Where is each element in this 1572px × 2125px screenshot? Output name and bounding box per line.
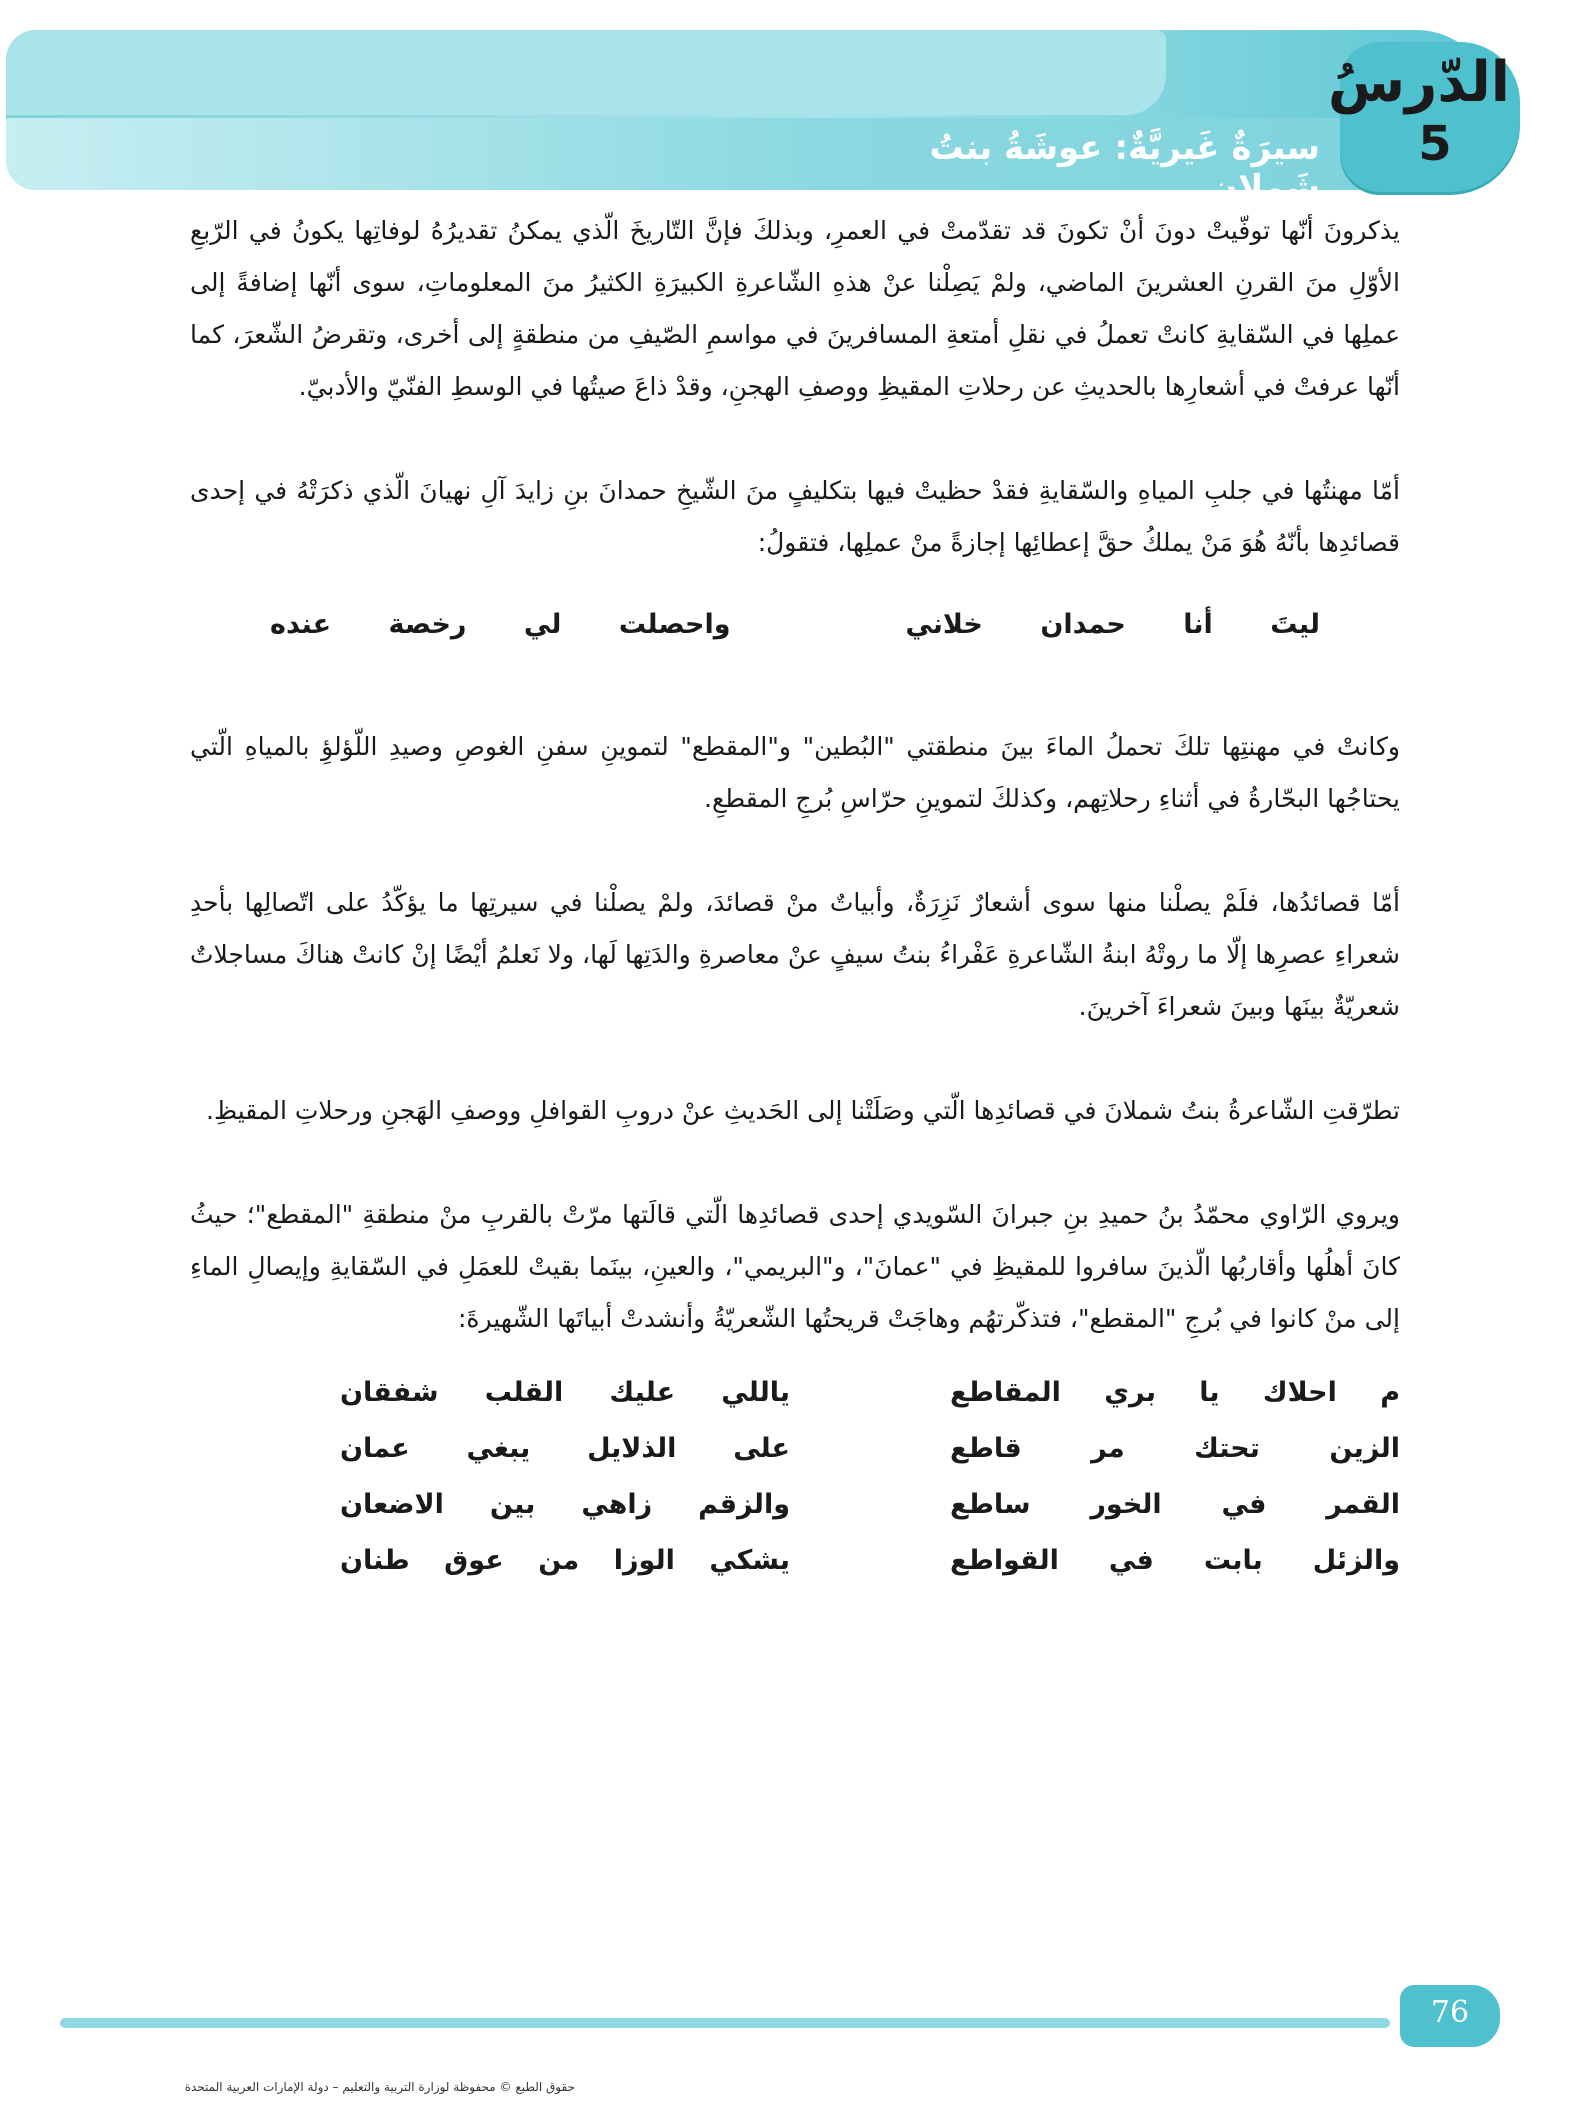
footer-rule bbox=[60, 2018, 1390, 2028]
verse-word: واحصلت bbox=[618, 609, 731, 640]
poem-hemistich-right: والزئل بابت في القواطع bbox=[950, 1545, 1400, 1576]
poem-hemistich-left: والزقم زاهي بين الاضعان bbox=[340, 1489, 790, 1520]
verse-word: حمدان bbox=[1040, 609, 1126, 640]
verse-word: خلاني bbox=[905, 609, 983, 640]
header-highlight bbox=[6, 30, 1166, 115]
poem-hemistich-right: القمر في الخور ساطع bbox=[950, 1489, 1400, 1520]
paragraph-2: أمّا مهنتُها في جلبِ المياهِ والسّقايةِ فقدْ حظيتْ فيها بتكليفٍ منَ الشّيخِ حمدانَ بنِ زايدَ آلِ نهيانَ الّذي ذكرَتْهُ في إحدى قصائدِها بأنّهُ هُوَ مَنْ يملكُ حقَّ إعطائِها إجازةً منْ عملِها، فتقولُ: bbox=[190, 476, 1400, 557]
paragraph-4: أمّا قصائدُها، فلَمْ يصلْنا منها سوى أشعارٌ نَزِرَةٌ، وأبياتٌ منْ قصائدَ، ولمْ يصلْنا في سيرتِها ما يؤكّدُ على اتّصالِها بأحدِ شعراءِ عصرِها إلّا ما روتْهُ ابنةُ الشّاعرةِ عَفْراءُ بنتُ سيفٍ عنْ معاصرةِ والدَتِها لَها، ولا نَعلمُ أيْضًا إنْ كانتْ هناكَ مساجلاتٌ شعريّةٌ بينَها وبينَ شعراءَ آخرينَ. bbox=[190, 888, 1400, 1021]
verse-word: لي bbox=[523, 609, 562, 640]
page-number: 76 bbox=[1430, 1995, 1470, 2030]
poem-line bbox=[340, 1421, 1400, 1477]
lesson-subtitle: سيرَةٌ غَيريَّةٌ: عوشَةُ بنتُ شَملان bbox=[929, 128, 1320, 208]
poem-line bbox=[340, 1533, 1400, 1589]
verse-single bbox=[270, 599, 1320, 651]
lesson-label: الدّرسُ bbox=[1327, 50, 1510, 115]
verse-word: ليتَ bbox=[1270, 609, 1320, 640]
paragraph-5: تطرّقتِ الشّاعرةُ بنتُ شملانَ في قصائدِها الّتي وصَلَتْنا إلى الحَديثِ عنْ دروبِ القوافلِ ووصفِ الهَجنِ ورحلاتِ المقيظِ. bbox=[206, 1096, 1400, 1125]
poem-hemistich-left: ياللي عليك القلب شفقان bbox=[340, 1377, 790, 1408]
poem bbox=[340, 1365, 1400, 1589]
poem-line bbox=[340, 1477, 1400, 1533]
verse-word: رخصة bbox=[388, 609, 467, 640]
poem-hemistich-left: يشكي الوزا من عوق طنان bbox=[340, 1545, 790, 1576]
paragraph-6: ويروي الرّاوي محمّدُ بنُ حميدِ بنِ جبرانَ السّويدي إحدى قصائدِها الّتي قالَتها مرّتْ بالقربِ منْ منطقةِ "المقطع"؛ حيثُ كانَ أهلُها وأقاربُها الّذينَ سافروا للمقيظِ في "عمانَ"، و"البريمي"، والعينِ، بينَما بقيتْ للعمَلِ في السّقايةِ وإيصالِ الماءِ إلى منْ كانوا في بُرجِ "المقطع"، فتذكّرتهُم وهاجَتْ قريحتُها الشّعريّةُ وأنشدتْ أبياتَها الشّهيرةَ: bbox=[190, 1200, 1400, 1333]
verse-word: عنده bbox=[270, 609, 332, 640]
poem-hemistich-right: الزين تحتك مر قاطع bbox=[950, 1433, 1400, 1464]
poem-line bbox=[340, 1365, 1400, 1421]
poem-hemistich-right: م احلاك يا بري المقاطع bbox=[950, 1377, 1400, 1408]
paragraph-3: وكانتْ في مهنتِها تلكَ تحملُ الماءَ بينَ منطقتي "البُطين" و"المقطع" لتموينِ سفنِ الغوصِ وصيدِ اللّؤلؤِ بالمياهِ الّتي يحتاجُها البحّارةُ في أثناءِ رحلاتِهم، وكذلكَ لتموينِ حرّاسِ بُرجِ المقطعِ. bbox=[190, 732, 1400, 813]
poem-hemistich-left: على الذلايل يبغي عمان bbox=[340, 1433, 790, 1464]
copyright-notice: حقوق الطبع © محفوظة لوزارة التربية والتعليم – دولة الإمارات العربية المتحدة bbox=[184, 2080, 575, 2094]
paragraph-1: يذكرونَ أنّها توفّيتْ دونَ أنْ تكونَ قد تقدّمتْ في العمرِ، وبذلكَ فإنَّ التّاريخَ الّذي يمكنُ تقديرُهُ لوفاتِها يكونُ في الرّبعِ الأوّلِ منَ القرنِ العشرينَ الماضي، ولمْ يَصِلْنا عنْ هذهِ الشّاعرةِ الكبيرَةِ الكثيرُ منَ المعلوماتِ، سوى أنّها إضافةً إلى عملِها في السّقايةِ كانتْ تعملُ في نقلِ أمتعةِ المسافرينَ في مواسمِ الصّيفِ من منطقةٍ إلى أخرى، وتقرضُ الشّعرَ، كما أنّها عرفتْ في أشعارِها بالحديثِ عن رحلاتِ المقيظِ ووصفِ الهجنِ، وقدْ ذاعَ صيتُها في الوسطِ الفنّيّ والأدبيّ. bbox=[190, 216, 1400, 401]
lesson-body bbox=[190, 205, 1400, 1589]
verse-word: أنا bbox=[1183, 609, 1213, 640]
lesson-number: 5 bbox=[1418, 116, 1452, 172]
